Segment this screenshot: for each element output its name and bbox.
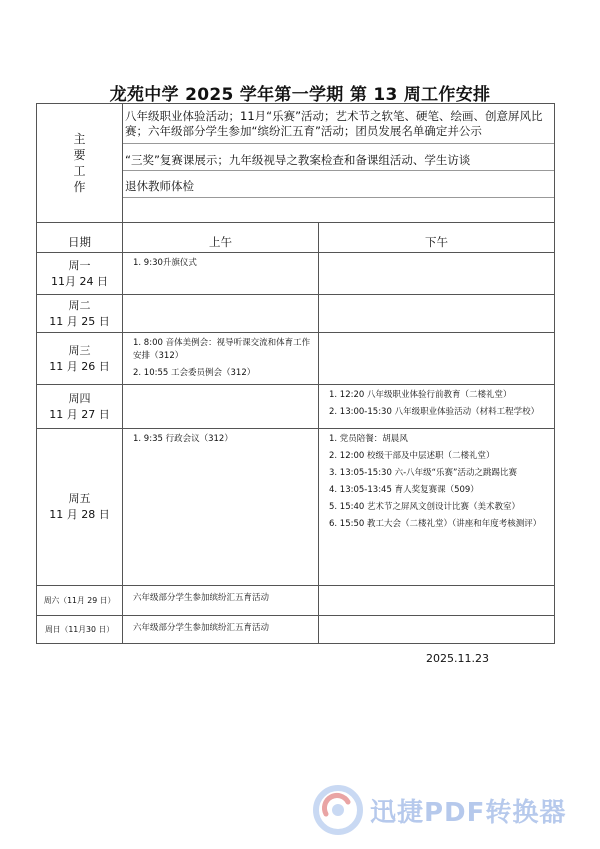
afternoon-cell: [319, 333, 555, 385]
main-work-label-char: 工: [73, 164, 86, 178]
day-date: 11 月 25 日: [49, 314, 110, 328]
morning-cell: [123, 586, 319, 616]
header-afternoon: [319, 223, 555, 253]
main-work-label-char: 作: [73, 180, 86, 194]
schedule-item: 6. 15:50 教工大会（二楼礼堂）（讲座和年度考核测评）: [329, 519, 542, 529]
day-row-friday: [37, 429, 555, 586]
day-cell: [37, 295, 123, 333]
day-name: 周三: [68, 343, 91, 357]
day-name: 周四: [68, 391, 91, 405]
schedule-item: 1. 9:30升旗仪式: [133, 258, 197, 268]
schedule-item: 1. 8:00 音体美例会：视导听课交流和体育工作安排（312）: [133, 338, 311, 361]
afternoon-cell: [319, 586, 555, 616]
day-cell: [37, 429, 123, 586]
main-work-line: 退休教师体检: [123, 171, 554, 198]
day-date: 11 月 28 日: [49, 508, 110, 521]
day-date: 11月 24 日: [51, 274, 108, 288]
day-cell: [37, 253, 123, 295]
afternoon-cell: [319, 616, 555, 644]
afternoon-cell: [319, 429, 555, 586]
main-work-label-char: 要: [73, 148, 86, 162]
afternoon-cell: [319, 385, 555, 429]
schedule-item: 3. 13:05-15:30 六-八年级“乐赛”活动之跳踢比赛: [329, 468, 517, 478]
schedule-item: 2. 13:00-15:30 八年级职业体验活动（材料工程学校）: [329, 407, 540, 417]
date-stamp: 2025.11.23: [426, 652, 489, 665]
day-row-saturday: [37, 586, 555, 616]
day-row-thursday: [37, 385, 555, 429]
header-morning: [123, 223, 319, 253]
main-work-content: [123, 104, 555, 223]
header-afternoon-label: 下午: [425, 235, 448, 249]
morning-cell: [123, 385, 319, 429]
schedule-item: 六年级部分学生参加缤纷汇五育活动: [133, 593, 270, 603]
main-work-label: [37, 104, 123, 223]
schedule-item: 2. 10:55 工会委员例会（312）: [133, 368, 256, 378]
main-work-line: [123, 198, 554, 222]
day-row-tuesday: [37, 295, 555, 333]
day-row-wednesday: [37, 333, 555, 385]
schedule-item: 2. 12:00 校级干部及中层述职（二楼礼堂）: [329, 451, 495, 461]
page-title: 龙苑中学 2025 学年第一学期 第 13 周工作安排: [109, 85, 491, 105]
schedule-item: 1. 9:35 行政会议（312）: [133, 434, 233, 444]
header-row: [37, 223, 555, 253]
day-cell: 周日（11月30 日）: [37, 616, 123, 644]
day-name: 周二: [68, 298, 91, 312]
day-cell: [37, 333, 123, 385]
day-date: 11 月 27 日: [49, 407, 110, 421]
schedule-item: 4. 13:05-13:45 育人奖复赛课（509）: [329, 485, 479, 495]
day-date: 11 月 26 日: [49, 359, 110, 373]
watermark-text: 迅捷PDF转换器: [370, 798, 567, 828]
main-work-row: [37, 104, 555, 223]
morning-cell: [123, 333, 319, 385]
schedule-item: 1. 12:20 八年级职业体验行前教育（二楼礼堂）: [329, 390, 512, 400]
morning-cell: [123, 253, 319, 295]
afternoon-cell: [319, 295, 555, 333]
logo-icon: [312, 784, 364, 836]
main-work-line: “三奖”复赛课展示；九年级视导之教案检查和备课组活动、学生访谈: [123, 144, 554, 171]
schedule-item: 1. 党员陪餐：胡晨风: [329, 434, 408, 444]
header-date: [37, 223, 123, 253]
schedule-table: [36, 103, 555, 644]
day-row-sunday: [37, 616, 555, 644]
header-morning-label: 上午: [209, 235, 232, 249]
day-row-monday: [37, 253, 555, 295]
day-name: 周五: [68, 492, 91, 505]
morning-cell: [123, 616, 319, 644]
afternoon-cell: [319, 253, 555, 295]
day-cell: [37, 385, 123, 429]
day-cell: 周六（11月 29 日）: [37, 586, 123, 616]
header-date-label: 日期: [68, 235, 91, 249]
day-name: 周一: [68, 258, 91, 272]
schedule-item: 5. 15:40 艺术节之屏风文创设计比赛（美术教室）: [329, 502, 521, 512]
morning-cell: [123, 429, 319, 586]
watermark: [312, 782, 592, 838]
main-work-label-char: 主: [73, 132, 86, 146]
schedule-item: 六年级部分学生参加缤纷汇五育活动: [133, 623, 270, 633]
main-work-line: 八年级职业体验活动；11月“乐赛”活动；艺术节之软笔、硬笔、绘画、创意屏风比赛；六年级部分学生参加“缤纷汇五育”活动；团员发展名单确定并公示: [123, 104, 554, 144]
morning-cell: [123, 295, 319, 333]
